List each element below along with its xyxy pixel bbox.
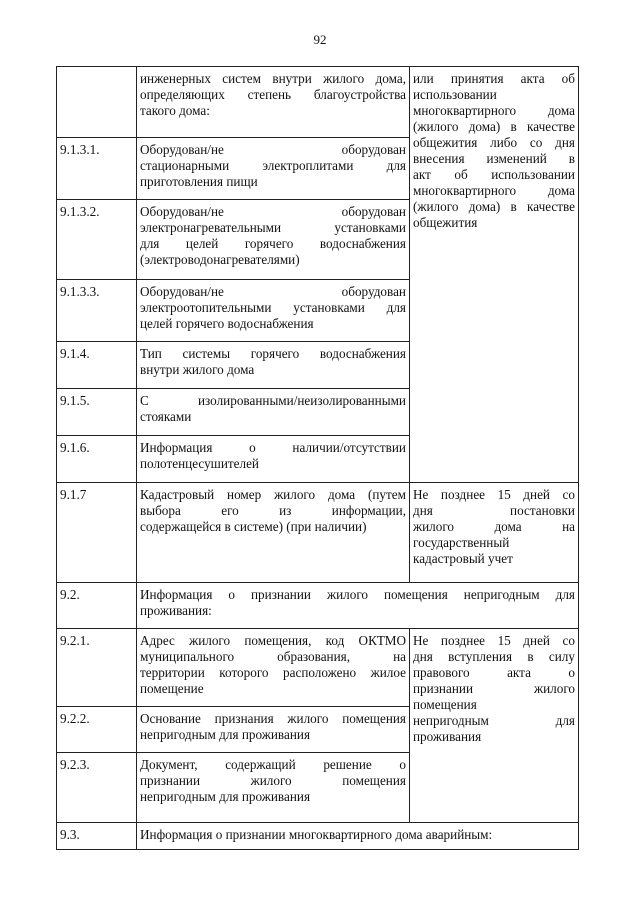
item-number	[57, 67, 137, 138]
deadline-cell: или принятия акта об использовании многоквартирного дома (жилого дома) в качестве общежития либо со дня внесения изменений в акт об использовании многоквартирного дома (жилого дома) в качестве общежития	[410, 67, 579, 483]
item-description: Документ, содержащий решение о признании жилого помещения непригодным для проживания	[137, 753, 410, 823]
document-table	[56, 66, 579, 850]
item-description: Информация о наличии/отсутствии полотенцесушителей	[137, 436, 410, 483]
table-row	[57, 67, 579, 138]
item-number: 9.1.5.	[57, 389, 137, 436]
item-number: 9.2.	[57, 583, 137, 629]
item-description: Оборудован/не оборудован электронагревательными установками для целей горячего водоснабжения (электроводонагревателями)	[137, 200, 410, 280]
item-description: Оборудован/не оборудован электроотопительными установками для целей горячего водоснабжения	[137, 280, 410, 342]
item-number: 9.1.4.	[57, 342, 137, 389]
section-heading: Информация о признании многоквартирного дома аварийным:	[137, 823, 579, 850]
item-number: 9.2.1.	[57, 629, 137, 707]
item-number: 9.1.6.	[57, 436, 137, 483]
item-description: Кадастровый номер жилого дома (путем выбора его из информации, содержащейся в системе) (при наличии)	[137, 483, 410, 583]
page-number: 92	[313, 32, 327, 47]
table-row	[57, 483, 579, 583]
item-description: Адрес жилого помещения, код ОКТМО муниципального образования, на территории которого расположено жилое помещение	[137, 629, 410, 707]
item-number: 9.1.3.3.	[57, 280, 137, 342]
table-row	[57, 823, 579, 850]
section-heading: Информация о признании жилого помещения непригодным для проживания:	[137, 583, 579, 629]
item-number: 9.1.7	[57, 483, 137, 583]
table-row	[57, 583, 579, 629]
deadline-cell: Не позднее 15 дней со дня вступления в силу правового акта о признании жилого помещения непригодным для проживания	[410, 629, 579, 823]
item-description: инженерных систем внутри жилого дома, определяющих степень благоустройства такого дома:	[137, 67, 410, 138]
item-number: 9.1.3.2.	[57, 200, 137, 280]
deadline-cell: Не позднее 15 дней со дня постановки жилого дома на государственный кадастровый учет	[410, 483, 579, 583]
item-description: Оборудован/не оборудован стационарными электроплитами для приготовления пищи	[137, 138, 410, 200]
item-description: С изолированными/неизолированными стояками	[137, 389, 410, 436]
item-number: 9.1.3.1.	[57, 138, 137, 200]
item-number: 9.2.3.	[57, 753, 137, 823]
item-description: Основание признания жилого помещения непригодным для проживания	[137, 707, 410, 753]
item-number: 9.3.	[57, 823, 137, 850]
item-description: Тип системы горячего водоснабжения внутри жилого дома	[137, 342, 410, 389]
table-row	[57, 629, 579, 707]
item-number: 9.2.2.	[57, 707, 137, 753]
